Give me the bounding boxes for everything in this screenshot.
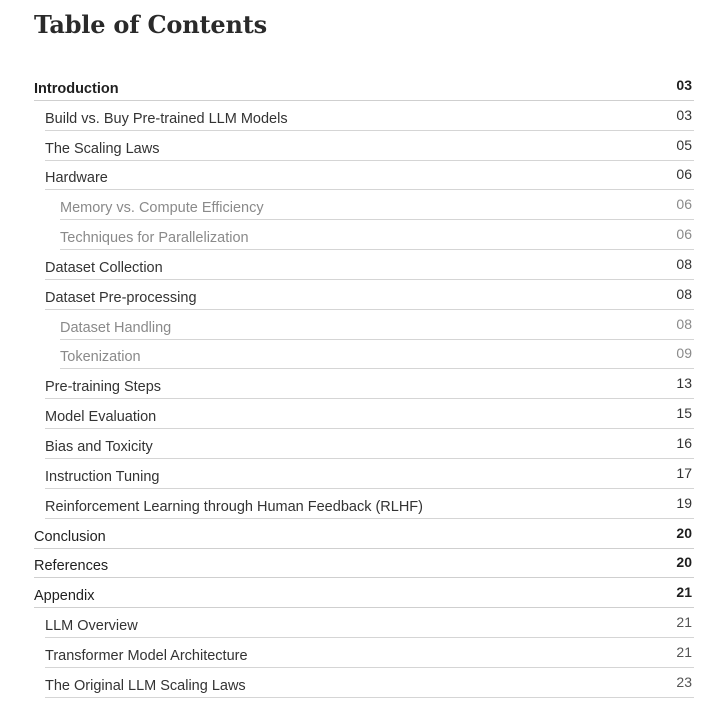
toc-entry-build-vs-buy[interactable]	[0, 101, 722, 131]
toc-entry-dataset-handling[interactable]	[0, 310, 722, 340]
toc-entry-label: The Scaling Laws	[45, 140, 160, 157]
toc-entry-page: 23	[676, 673, 692, 690]
toc-entry-bias-toxicity[interactable]	[0, 429, 722, 459]
toc-entry-page: 20	[676, 524, 692, 541]
toc-entry-label: Conclusion	[34, 528, 106, 545]
toc-entry-page: 06	[676, 226, 692, 243]
toc-entry-label: Bias and Toxicity	[45, 438, 153, 455]
toc-entry-page: 16	[676, 434, 692, 451]
toc-entry-label: Introduction	[34, 80, 119, 97]
toc-entry-label: Reinforcement Learning through Human Feedback (RLHF)	[45, 498, 423, 515]
toc-entry-label: Model Evaluation	[45, 409, 157, 426]
toc-divider	[45, 697, 694, 698]
toc-entry-label: Dataset Collection	[45, 259, 163, 276]
toc-entry-label: Appendix	[34, 588, 95, 605]
toc-entry-label: References	[34, 558, 109, 575]
toc-entry-dataset-collection[interactable]	[0, 250, 722, 280]
toc-entry-label: Pre-training Steps	[45, 379, 162, 396]
toc-entry-references[interactable]	[0, 549, 722, 579]
toc-entry-memory-vs-compute[interactable]	[0, 190, 722, 220]
page-title: Table of Contents	[34, 10, 267, 39]
toc-entry-label: Build vs. Buy Pre-trained LLM Models	[45, 110, 288, 127]
toc-entry-label: LLM Overview	[45, 618, 138, 635]
toc-entry-label: Dataset Pre-processing	[45, 289, 197, 306]
toc-entry-llm-overview[interactable]	[0, 608, 722, 638]
toc-entry-label: Instruction Tuning	[45, 468, 160, 485]
toc-entry-label: Hardware	[45, 170, 108, 187]
toc-entry-page: 05	[676, 136, 692, 153]
toc-entry-rlhf[interactable]	[0, 489, 722, 519]
toc-entry-page: 19	[676, 494, 692, 511]
toc-entry-tokenization[interactable]	[0, 340, 722, 370]
toc-entry-label: Tokenization	[60, 349, 141, 366]
toc-entry-original-scaling-laws[interactable]	[0, 668, 722, 698]
toc-entry-label: Techniques for Parallelization	[60, 230, 249, 247]
toc-entry-label: Memory vs. Compute Efficiency	[60, 200, 264, 217]
toc-entry-pretraining-steps[interactable]	[0, 369, 722, 399]
toc-entry-label: Transformer Model Architecture	[45, 647, 248, 664]
toc-entry-page: 06	[676, 166, 692, 183]
toc-entry-page: 09	[676, 345, 692, 362]
toc-entry-page: 20	[676, 554, 692, 571]
toc-entry-scaling-laws[interactable]	[0, 131, 722, 161]
toc-entry-transformer-architecture[interactable]	[0, 638, 722, 668]
toc-entry-conclusion[interactable]	[0, 519, 722, 549]
toc-entry-page: 08	[676, 255, 692, 272]
toc-entry-page: 21	[676, 614, 692, 631]
toc-entry-label: Dataset Handling	[60, 319, 172, 336]
toc-entry-hardware[interactable]	[0, 161, 722, 191]
toc-entry-appendix[interactable]	[0, 578, 722, 608]
toc-entry-instruction-tuning[interactable]	[0, 459, 722, 489]
toc-entry-parallelization[interactable]	[0, 220, 722, 250]
toc-entry-model-evaluation[interactable]	[0, 399, 722, 429]
toc-entry-page: 06	[676, 196, 692, 213]
toc-entry-page: 13	[676, 375, 692, 392]
toc-entry-page: 17	[676, 464, 692, 481]
toc-entry-page: 03	[676, 76, 692, 93]
toc-entry-page: 15	[676, 405, 692, 422]
toc-entry-label: The Original LLM Scaling Laws	[45, 677, 246, 694]
toc-entry-page: 21	[676, 643, 692, 660]
toc-list	[0, 71, 722, 698]
toc-entry-introduction[interactable]	[0, 71, 722, 101]
toc-entry-page: 21	[676, 584, 692, 601]
toc-entry-page: 03	[676, 106, 692, 123]
toc-entry-page: 08	[676, 285, 692, 302]
toc-entry-page: 08	[676, 315, 692, 332]
toc-entry-dataset-preprocessing[interactable]	[0, 280, 722, 310]
